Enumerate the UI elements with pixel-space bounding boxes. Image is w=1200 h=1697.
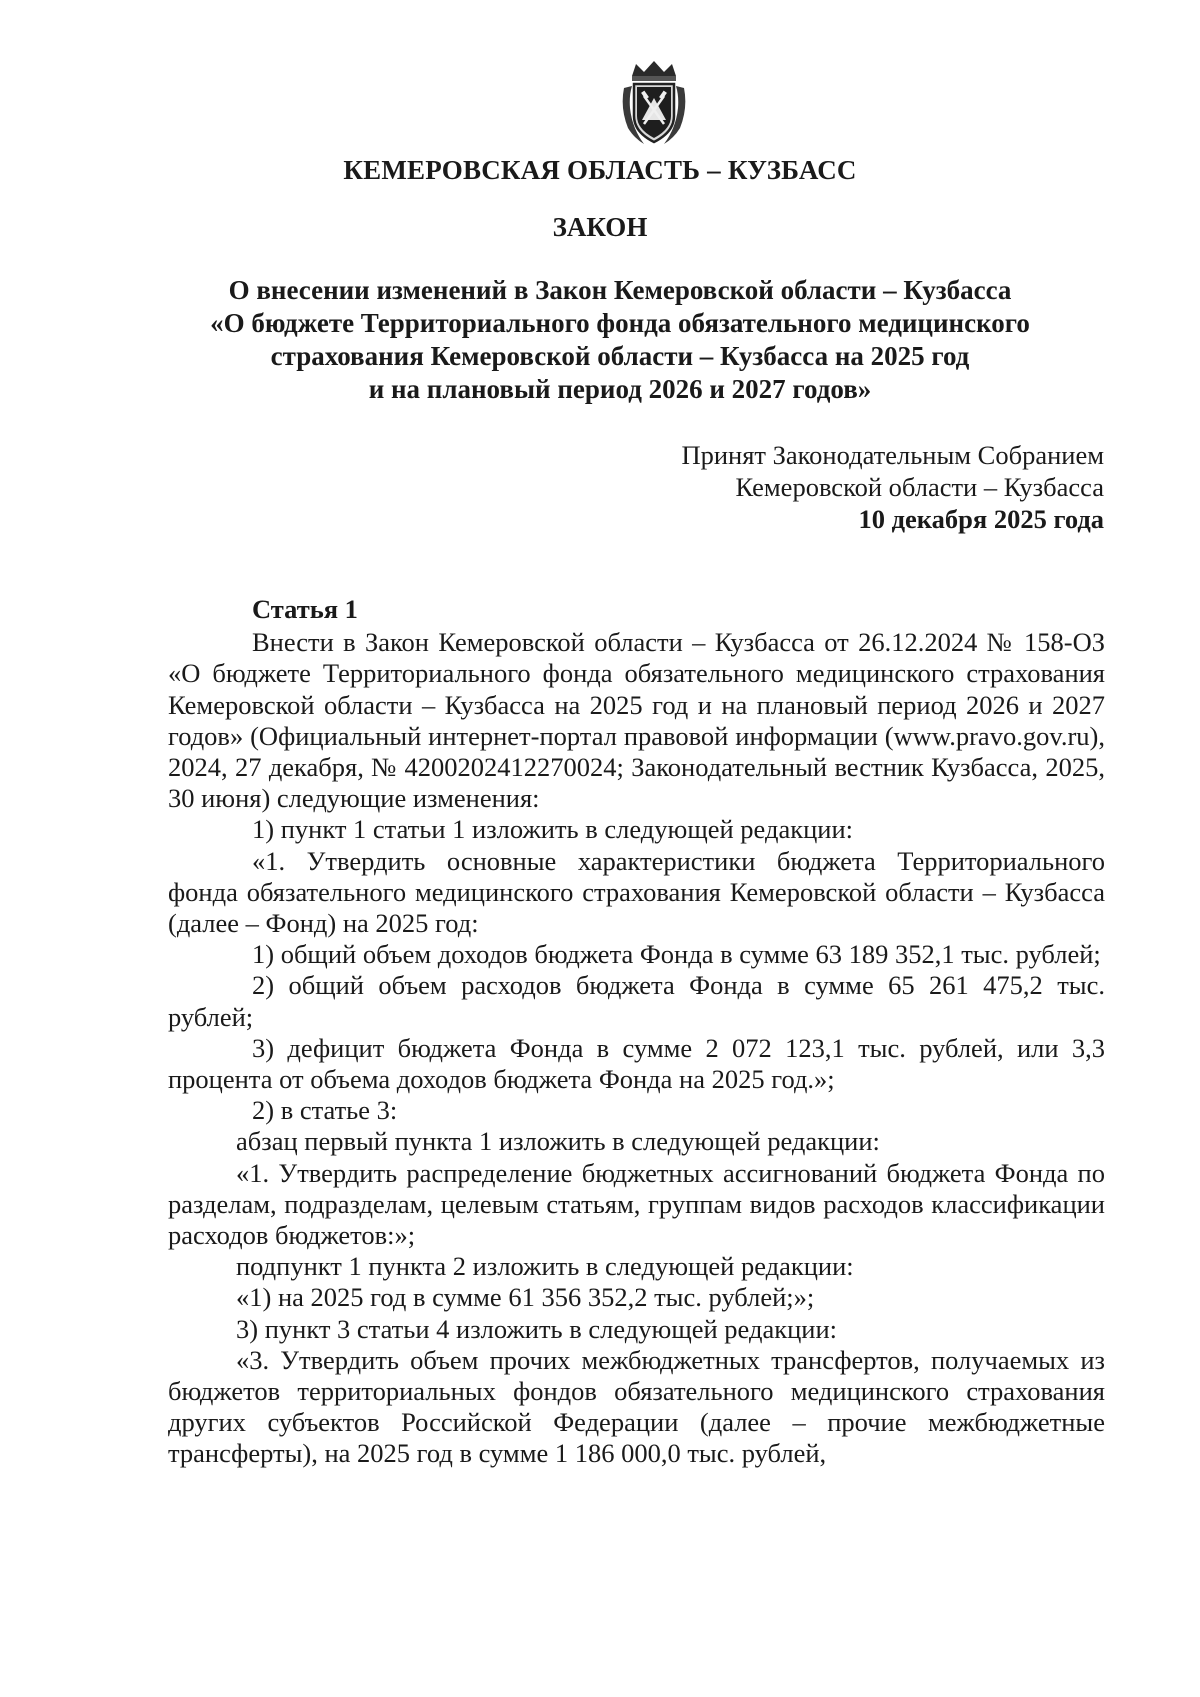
paragraph: 3) пункт 3 статьи 4 изложить в следующей редакции: (236, 1313, 837, 1344)
coat-of-arms-icon (618, 58, 690, 148)
law-title-line: и на плановый период 2026 и 2027 годов» (368, 374, 872, 404)
paragraph: «3. Утвердить объем прочих межбюджетных трансфертов, получаемых из бюджетов территориальных фондов обязательного медицинского страхования других субъектов Российской Федерации (далее – прочие межбюджетные трансферты), на 2025 год в сумме 1 186 000,0 тыс. рублей, (168, 1344, 1105, 1469)
law-title-line: О внесении изменений в Закон Кемеровской области – Кузбасса (228, 275, 1012, 305)
paragraph: «1) на 2025 год в сумме 61 356 352,2 тыс. рублей;»; (236, 1282, 815, 1313)
paragraph: подпункт 1 пункта 2 изложить в следующей редакции: (236, 1251, 854, 1282)
paragraph: 1) общий объем доходов бюджета Фонда в сумме 63 189 352,1 тыс. рублей; (252, 939, 1101, 970)
adoption-date: 10 декабря 2025 года (858, 504, 1104, 534)
region-name: КЕМЕРОВСКАЯ ОБЛАСТЬ – КУЗБАСС (343, 155, 857, 185)
paragraph: «1. Утвердить распределение бюджетных ассигнований бюджета Фонда по разделам, подразделам, целевым статьям, группам видов расходов классификации расходов бюджетов:»; (168, 1157, 1105, 1251)
paragraph: абзац первый пункта 1 изложить в следующей редакции: (236, 1126, 880, 1157)
adoption-line: Кемеровской области – Кузбасса (735, 472, 1104, 502)
paragraph: 3) дефицит бюджета Фонда в сумме 2 072 123,1 тыс. рублей, или 3,3 процента от объема доходов бюджета Фонда на 2025 год.»; (168, 1032, 1105, 1095)
paragraph: 1) пункт 1 статьи 1 изложить в следующей редакции: (252, 814, 853, 845)
paragraph: 2) общий объем расходов бюджета Фонда в сумме 65 261 475,2 тыс. рублей; (168, 970, 1105, 1032)
paragraph: Внести в Закон Кемеровской области – Кузбасса от 26.12.2024 № 158-ОЗ «О бюджете Территориального фонда обязательного медицинского страхования Кемеровской области – Кузбасса на 2025 год и на плановый период 2026 и 2027 годов» (Официальный интернет-портал правовой информации (www.pravo.gov.ru), 2024, 27 декабря, № 4200202412270024; Законодательный вестник Кузбасса, 2025, 30 июня) следующие изменения: (168, 627, 1105, 814)
law-title (170, 274, 1070, 406)
paragraph: 2) в статье 3: (252, 1095, 398, 1126)
adoption-info (681, 439, 1104, 535)
article-body (168, 594, 1105, 1470)
law-title-line: «О бюджете Территориального фонда обязательного медицинского (210, 308, 1030, 338)
article-heading: Статья 1 (252, 594, 358, 624)
law-title-line: страхования Кемеровской области – Кузбасса на 2025 год (270, 341, 970, 371)
document-type: ЗАКОН (552, 212, 648, 242)
paragraph: «1. Утвердить основные характеристики бюджета Территориального фонда обязательного медицинского страхования Кемеровской области – Кузбасса (далее – Фонд) на 2025 год: (168, 845, 1105, 939)
adoption-line: Принят Законодательным Собранием (681, 440, 1104, 470)
